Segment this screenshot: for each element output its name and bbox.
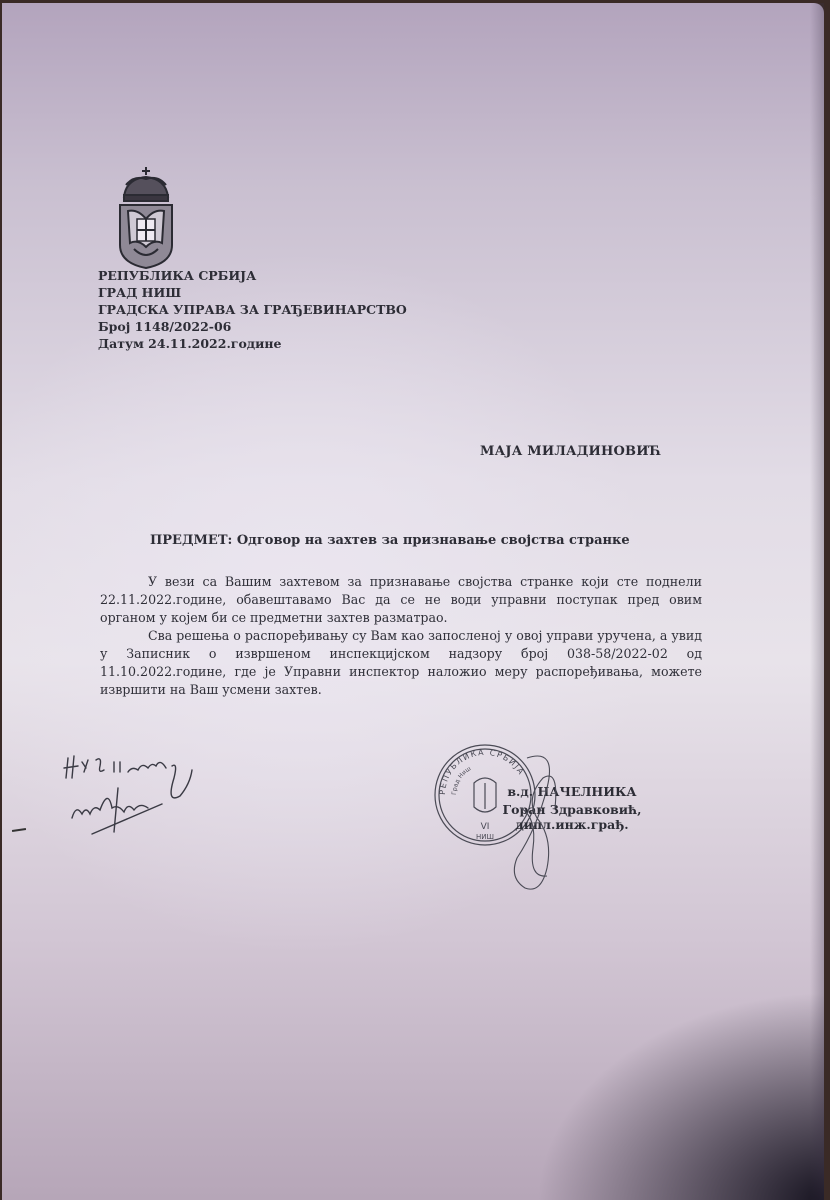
- header-city: ГРАД НИШ: [98, 285, 182, 300]
- subject-label: ПРЕДМЕТ:: [150, 533, 233, 548]
- stamp-outer-text: РЕПУБЛИКА СРБИЈА: [437, 747, 527, 796]
- recipient-name: МАЈА МИЛАДИНОВИЋ: [480, 444, 662, 459]
- body-paragraph-1: У вези са Вашим захтевом за признавање својства странке који сте поднели 22.11.2022.године, обавештавамо Вас да се не води управни поступак пред овим органом у којем би се предметни захтев разматрао.: [100, 574, 702, 625]
- signatory-name: Горан Здравковић, дипл.инж.грађ.: [502, 802, 642, 832]
- subject-text: Одговор на захтев за признавање својства странке: [236, 533, 630, 548]
- body-paragraph-2: Сва решења о распоређивању су Вам као запосленој у овој управи уручена, а увид у Записник о извршеном инспекцијском надзору број 038-58/2022-02 од 11.10.2022.године, где је Управни инспектор наложио меру распоређивања, можете извршити на Ваш усмени захтев.: [100, 628, 702, 697]
- signatory-role: в.д. НАЧЕЛНИКА: [507, 784, 637, 799]
- handwritten-receipt-note: [62, 748, 202, 838]
- header-republic: РЕПУБЛИКА СРБИЈА: [98, 268, 257, 283]
- letter-page: [2, 3, 824, 1200]
- letter-body: [100, 573, 702, 699]
- header-reference-number: Број 1148/2022-06: [98, 319, 232, 334]
- page-edge-shadow: [810, 3, 824, 1200]
- stamp-number: VI: [480, 822, 490, 832]
- stamp-city: НИШ: [476, 833, 494, 841]
- signature-block: [447, 784, 697, 832]
- serbia-coat-of-arms-icon: [114, 165, 178, 270]
- header-department: ГРАДСКА УПРАВА ЗА ГРАЂЕВИНАРСТВО: [98, 302, 407, 317]
- margin-mark: [12, 828, 26, 832]
- header-date: Датум 24.11.2022.године: [98, 336, 282, 351]
- official-signature: [507, 748, 567, 898]
- subject-line: [150, 533, 630, 548]
- stamp-inner-text: Град Ниш: [450, 765, 473, 796]
